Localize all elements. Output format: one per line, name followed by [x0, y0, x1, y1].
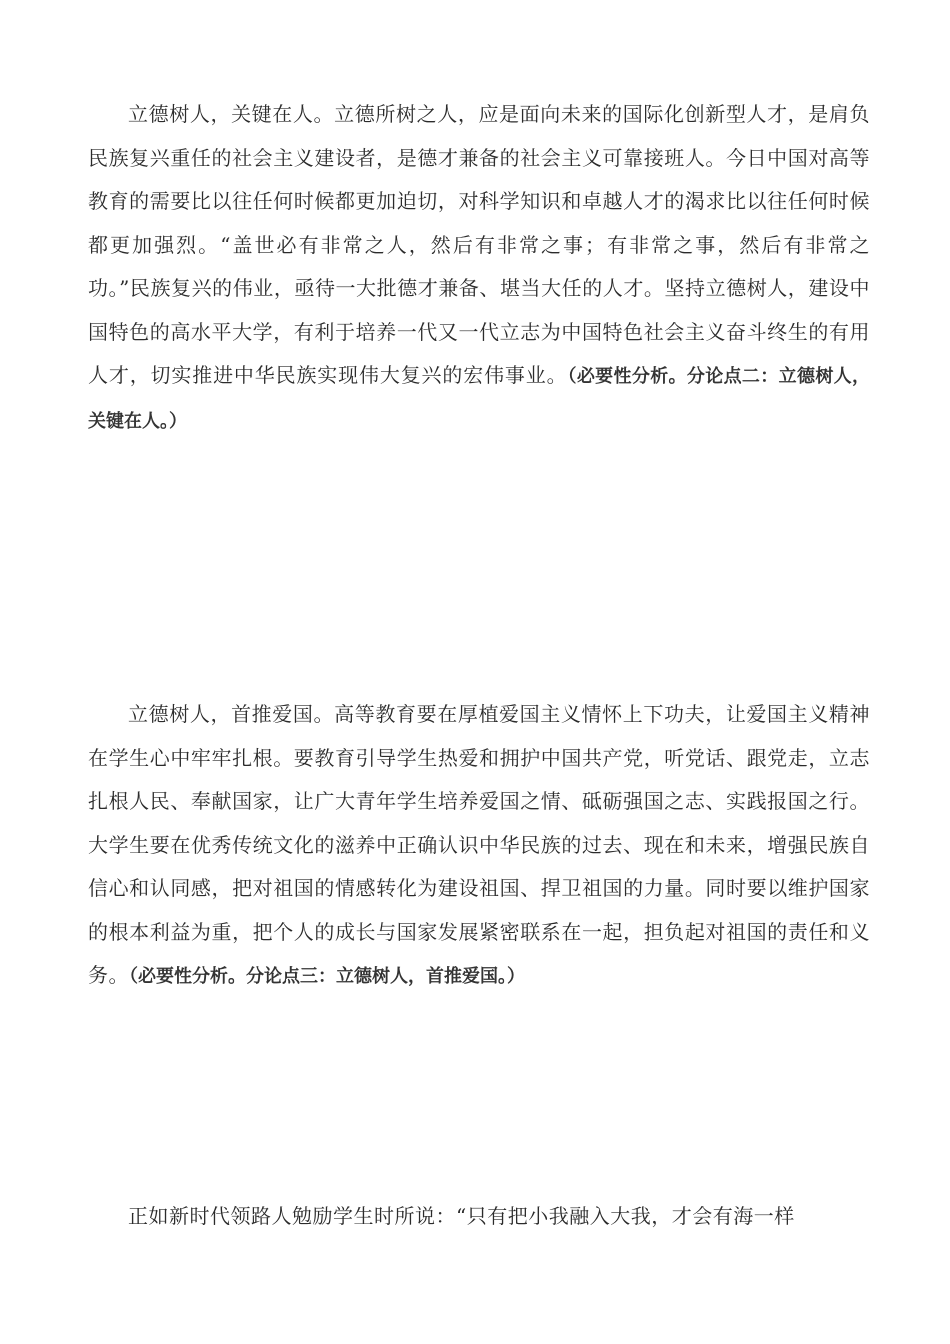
paragraph-key-in-people — [88, 93, 870, 443]
paragraph-body: 正如新时代领路人勉励学生时所说：“只有把小我融入大我，才会有海一样 — [128, 1204, 795, 1228]
annotation-note: （必要性分析。分论点二：立德树人，关键在人。） — [88, 366, 871, 432]
paragraph-body: 立德树人，首推爱国。高等教育要在厚植爱国主义情怀上下功夫，让爱国主义精神在学生心中牢牢扎根。要教育引导学生热爱和拥护中国共产党，听党话、跟党走，立志扎根人民、奉献国家，让广大青年学生培养爱国之情、砥砺强国之志、实践报国之行。大学生要在优秀传统文化的滋养中正确认识中华民族的过去、现在和未来，增强民族自信心和认同感，把对祖国的情感转化为建设祖国、捍卫祖国的力量。同时要以维护国家的根本利益为重，把个人的成长与国家发展紧密联系在一起，担负起对祖国的责任和义务。 — [88, 702, 870, 987]
annotation-note: （必要性分析。分论点三：立德树人，首推爱国。） — [129, 966, 525, 987]
paragraph-new-era-quote — [88, 1195, 870, 1240]
paragraph-patriotism-first — [88, 693, 870, 999]
paragraph-body: 立德树人，关键在人。立德所树之人，应是面向未来的国际化创新型人才，是肩负民族复兴重任的社会主义建设者，是德才兼备的社会主义可靠接班人。今日中国对高等教育的需要比以往任何时候都更加迫切，对科学知识和卓越人才的渴求比以往任何时候都更加强烈。“盖世必有非常之人，然后有非常之事；有非常之事，然后有非常之功。”民族复兴的伟业，亟待一大批德才兼备、堪当大任的人才。坚持立德树人，建设中国特色的高水平大学，有利于培养一代又一代立志为中国特色社会主义奋斗终生的有用人才，切实推进中华民族实现伟大复兴的宏伟事业。 — [88, 102, 870, 387]
